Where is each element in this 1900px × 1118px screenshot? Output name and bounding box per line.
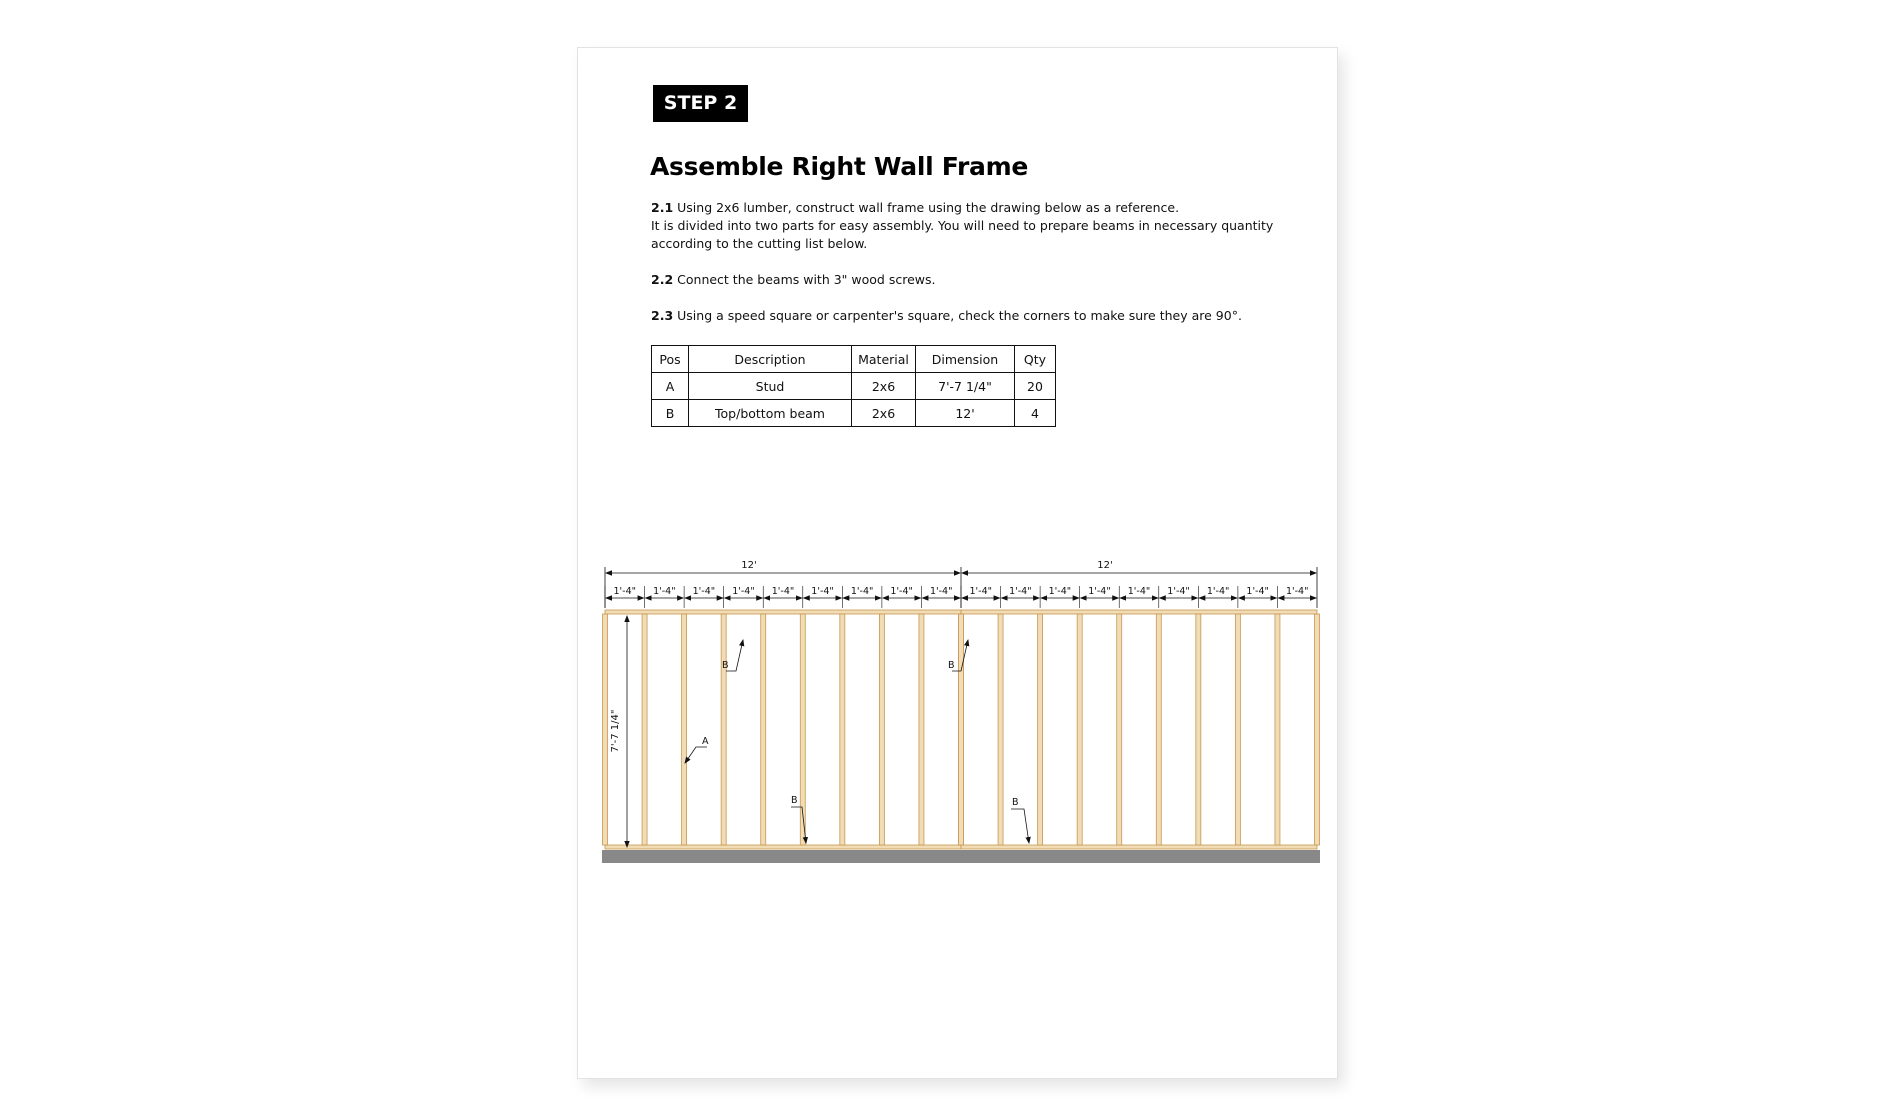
cell-dimension: 12' [916,400,1015,427]
stud [1315,614,1320,845]
stud [1156,614,1161,845]
callout-leader [685,747,707,763]
spacing-dimension-label: 1'-4" [653,586,676,597]
cell-description: Stud [689,373,852,400]
table-row [652,400,1056,427]
stud [879,614,884,845]
spacing-dimension-label: 1'-4" [1285,586,1309,597]
step-badge: STEP 2 [653,85,748,122]
callout-label-beam: B [1012,797,1019,808]
bottom-plate [961,845,1317,849]
spacing-dimension-label: 1'-4" [1167,586,1190,597]
spacing-dimension-label: 1'-4" [1127,586,1151,597]
stud [840,614,845,845]
stud [998,614,1003,845]
stud [800,614,805,845]
stud [603,614,608,845]
wall-frame-drawing [600,503,1322,863]
callout-leader [1011,809,1029,843]
instruction-2-2 [651,271,1291,289]
column-header-dimension: Dimension [916,346,1015,373]
stud [1196,614,1201,845]
page-title: Assemble Right Wall Frame [650,152,1028,181]
spacing-dimension-label: 1'-4" [1009,586,1032,597]
spacing-dimension-label: 1'-4" [613,586,637,597]
spacing-dimension-label: 1'-4" [929,586,953,597]
stud [761,614,766,845]
section-dimension-label: 12' [1097,560,1113,571]
instruction-text: It is divided into two parts for easy assembly. You will need to prepare beams in necessary quantity [651,218,1274,233]
spacing-dimension-label: 1'-4" [692,586,716,597]
callout-label-beam: B [948,660,955,671]
table-row [652,373,1056,400]
spacing-dimension-label: 1'-4" [890,586,913,597]
spacing-dimension-label: 1'-4" [811,586,834,597]
bottom-plate [605,845,961,849]
spacing-dimension-label: 1'-4" [771,586,795,597]
instruction-number: 2.1 [651,200,674,215]
callout-leader [726,640,743,671]
stud [721,614,726,845]
height-dimension-label: 7'-7 1/4" [610,709,621,753]
cell-pos: A [652,373,689,400]
cell-material: 2x6 [852,400,916,427]
column-header-qty: Qty [1015,346,1056,373]
cell-pos: B [652,400,689,427]
instruction-page [577,47,1338,1079]
stud [1077,614,1082,845]
callout-label-beam: B [722,660,729,671]
instruction-text: Using 2x6 lumber, construct wall frame using the drawing below as a reference. [677,200,1180,215]
column-header-pos: Pos [652,346,689,373]
stud [959,614,964,845]
callout-label-stud: A [702,736,709,747]
spacing-dimension-label: 1'-4" [1206,586,1230,597]
instruction-text: according to the cutting list below. [651,236,868,251]
spacing-dimension-label: 1'-4" [1246,586,1269,597]
stud [1275,614,1280,845]
spacing-dimension-label: 1'-4" [969,586,993,597]
stud [642,614,647,845]
cell-qty: 4 [1015,400,1056,427]
cell-dimension: 7'-7 1/4" [916,373,1015,400]
cell-description: Top/bottom beam [689,400,852,427]
section-dimension-label: 12' [741,560,757,571]
cell-qty: 20 [1015,373,1056,400]
stud [919,614,924,845]
instruction-2-3 [651,307,1291,325]
spacing-dimension-label: 1'-4" [1088,586,1111,597]
instruction-2-1 [651,199,1291,253]
cell-material: 2x6 [852,373,916,400]
spacing-dimension-label: 1'-4" [1048,586,1072,597]
instruction-text: Connect the beams with 3" wood screws. [677,272,936,287]
column-header-description: Description [689,346,852,373]
top-plate [605,610,961,614]
stud [1117,614,1122,845]
stud [1038,614,1043,845]
callout-label-beam: B [791,795,798,806]
spacing-dimension-label: 1'-4" [850,586,874,597]
table-header-row [652,346,1056,373]
top-plate [961,610,1317,614]
instruction-number: 2.3 [651,308,674,323]
cutting-list-table [651,345,1056,427]
instruction-text: Using a speed square or carpenter's square, check the corners to make sure they are 90°. [677,308,1242,323]
instruction-number: 2.2 [651,272,674,287]
column-header-material: Material [852,346,916,373]
spacing-dimension-label: 1'-4" [732,586,755,597]
stud [1235,614,1240,845]
base-strip [602,850,1320,863]
stud [682,614,687,845]
